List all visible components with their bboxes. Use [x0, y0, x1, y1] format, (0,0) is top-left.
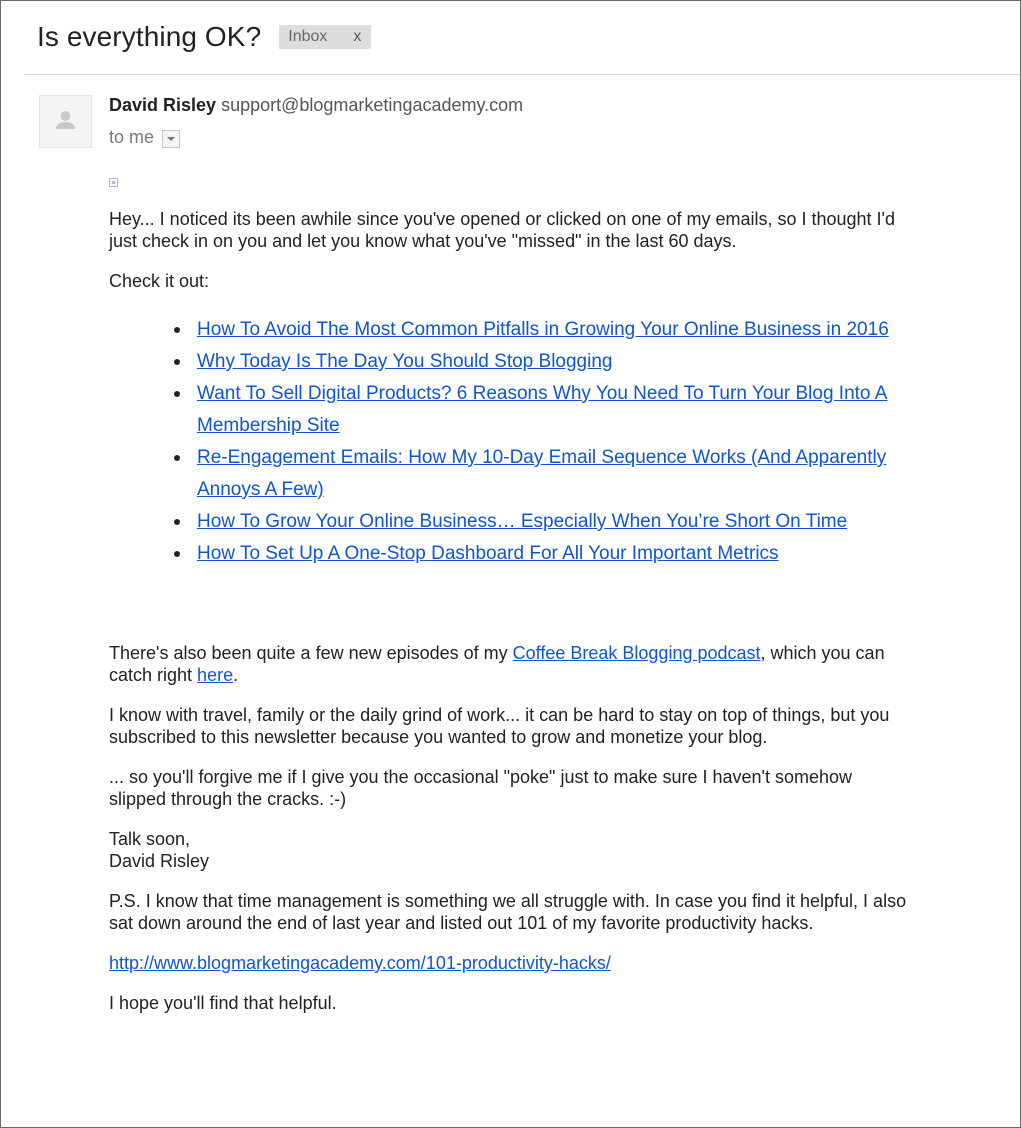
podcast-link[interactable]: Coffee Break Blogging podcast: [512, 643, 761, 663]
label-name: Inbox: [288, 28, 328, 45]
list-item: [197, 314, 909, 346]
article-link-2[interactable]: Why Today Is The Day You Should Stop Blogging: [197, 351, 613, 372]
signature-name: David Risley: [109, 851, 210, 871]
check-it-out-text: Check it out:: [109, 271, 210, 291]
list-item: [197, 538, 909, 570]
header-divider: [25, 74, 1020, 75]
closing-paragraph: I hope you'll find that helpful.: [109, 993, 337, 1013]
email-body: [109, 208, 909, 1032]
list-item: [197, 346, 909, 378]
inbox-label[interactable]: [279, 25, 371, 49]
ps-paragraph: P.S. I know that time management is something we all struggle with. In case you find it helpful, I also sat down around the end of last year and listed out 101 of my favorite productivity hacks.: [109, 891, 907, 933]
here-link[interactable]: here: [197, 665, 234, 685]
recipient-text: to me: [109, 127, 155, 147]
article-list: [109, 314, 909, 570]
sender-name[interactable]: David Risley: [109, 95, 217, 115]
avatar[interactable]: [39, 95, 92, 148]
article-link-6[interactable]: How To Set Up A One-Stop Dashboard For All Your Important Metrics: [197, 543, 779, 564]
email-subject: Is everything OK?: [37, 21, 262, 52]
travel-paragraph: I know with travel, family or the daily grind of work... it can be hard to stay on top of things, but you subscribed to this newsletter because you wanted to grow and monetize your blog.: [109, 705, 890, 747]
subject-row: [37, 21, 371, 53]
list-item: [197, 506, 909, 538]
article-link-3[interactable]: Want To Sell Digital Products? 6 Reasons Why You Need To Turn Your Blog Into A Membership Site: [197, 383, 888, 436]
person-silhouette-icon: [40, 96, 91, 147]
chevron-down-icon: [163, 131, 179, 147]
podcast-paragraph: [109, 642, 909, 686]
productivity-hacks-link[interactable]: http://www.blogmarketingacademy.com/101-productivity-hacks/: [109, 953, 611, 973]
intro-paragraph: Hey... I noticed its been awhile since you've opened or clicked on one of my emails, so I thought I'd just check in on you and let you know what you've "missed" in the last 60 days.: [109, 209, 895, 251]
article-link-5[interactable]: How To Grow Your Online Business… Especially When You’re Short On Time: [197, 511, 848, 532]
remove-label-button[interactable]: x: [353, 28, 362, 45]
signature-block: [109, 828, 909, 872]
show-details-button[interactable]: [162, 130, 180, 148]
list-item: [197, 442, 909, 506]
sender-email: support@blogmarketingacademy.com: [221, 95, 524, 115]
list-item: [197, 378, 909, 442]
spacer: [109, 570, 909, 642]
article-link-1[interactable]: How To Avoid The Most Common Pitfalls in Growing Your Online Business in 2016: [197, 319, 889, 340]
sender-line: [109, 95, 523, 116]
podcast-text-before: There's also been quite a few new episodes of my: [109, 643, 513, 663]
podcast-text-middle: , which you can catch right: [109, 643, 885, 685]
recipient-line: [109, 127, 180, 148]
article-link-4[interactable]: Re-Engagement Emails: How My 10-Day Email Sequence Works (And Apparently Annoys A Few): [197, 447, 887, 500]
poke-paragraph: ... so you'll forgive me if I give you the occasional "poke" just to make sure I haven't somehow slipped through the cracks. :-): [109, 767, 853, 809]
signoff-text: Talk soon,: [109, 829, 191, 849]
url-paragraph: [109, 952, 909, 974]
broken-image-icon: [109, 178, 118, 187]
podcast-text-after: .: [233, 665, 239, 685]
